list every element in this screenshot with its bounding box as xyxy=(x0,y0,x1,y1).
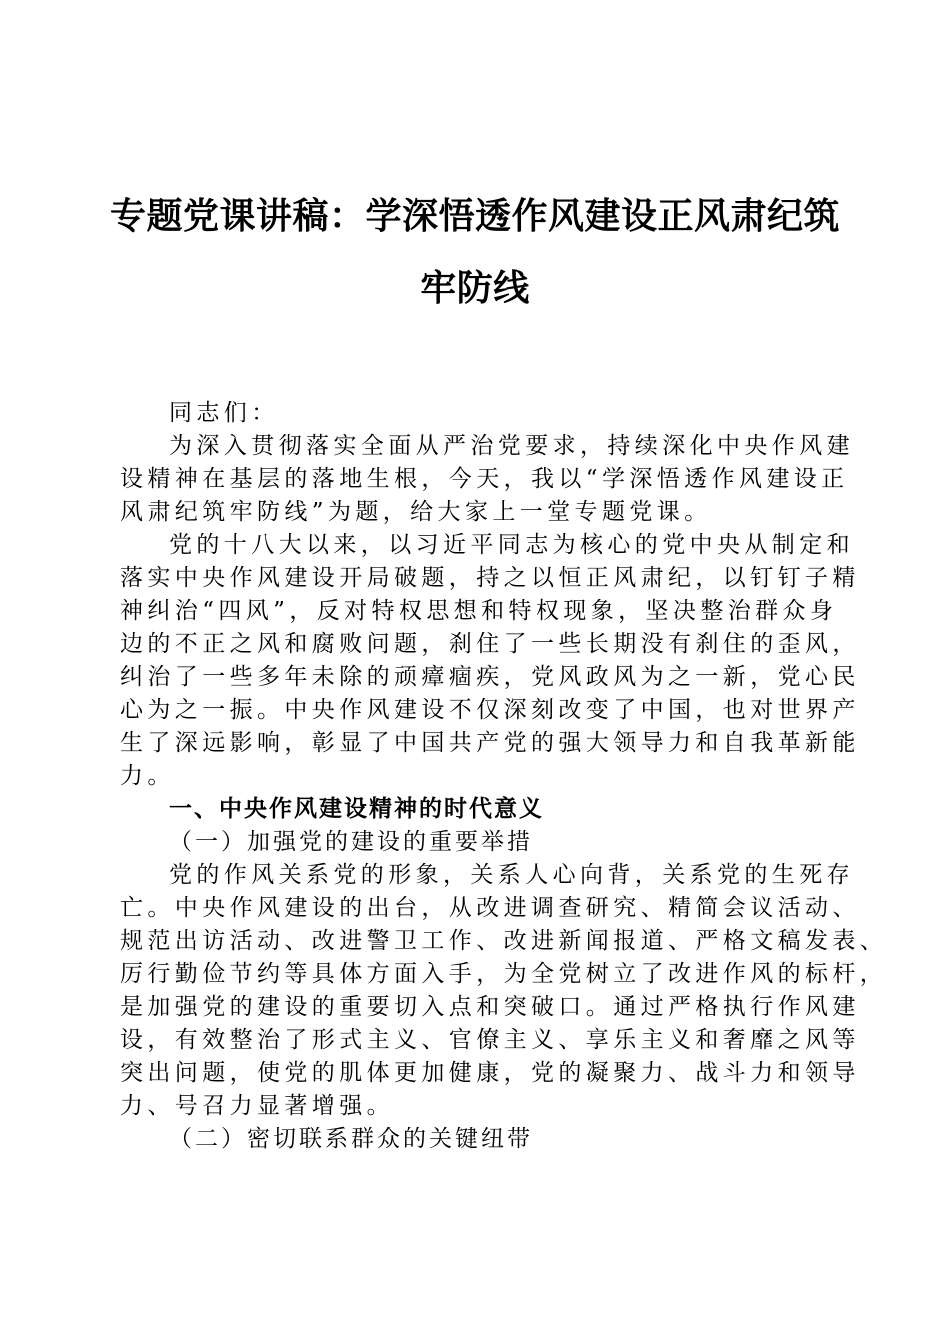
paragraph-3-line: 亡。中央作风建设的出台，从改进调查研究、精简会议活动、 xyxy=(120,895,860,921)
paragraph-2-line: 心为之一振。中央作风建设不仅深刻改变了中国，也对世界产 xyxy=(120,697,860,723)
paragraph-2-line: 生了深远影响，彰显了中国共产党的强大领导力和自我革新能 xyxy=(120,730,860,756)
paragraph-1-line: 设精神在基层的落地生根，今天，我以“学深悟透作风建设正 xyxy=(120,466,849,492)
paragraph-3-line: 规范出访活动、改进警卫工作、改进新闻报道、严格文稿发表、 xyxy=(120,928,888,954)
document-title-line-1: 专题党课讲稿：学深悟透作风建设正风肃纪筑 xyxy=(109,195,840,237)
paragraph-3-line: 是加强党的建设的重要切入点和突破口。通过严格执行作风建 xyxy=(120,994,860,1020)
paragraph-2-line: 力。 xyxy=(120,763,175,789)
paragraph-2-line: 纠治了一些多年未除的顽瘴痼疾，党风政风为之一新，党心民 xyxy=(120,664,860,690)
paragraph-3-line: 党的作风关系党的形象，关系人心向背，关系党的生死存 xyxy=(169,862,854,888)
subsection-heading-1-2: （二）密切联系群众的关键纽带 xyxy=(169,1126,533,1152)
document-title-line-2: 牢防线 xyxy=(420,267,530,309)
paragraph-3-line: 突出问题，使党的肌体更加健康，党的凝聚力、战斗力和领导 xyxy=(120,1060,860,1086)
paragraph-2-line: 边的不正之风和腐败问题，刹住了一些长期没有刹住的歪风， xyxy=(120,631,860,657)
paragraph-3-line: 力、号召力显著增强。 xyxy=(120,1093,394,1119)
paragraph-1-line: 为深入贯彻落实全面从严治党要求，持续深化中央作风建 xyxy=(169,433,854,459)
subsection-heading-1-1: （一）加强党的建设的重要举措 xyxy=(169,829,533,855)
document-body xyxy=(120,397,888,1156)
paragraph-1-line: 风肃纪筑牢防线”为题，给大家上一堂专题党课。 xyxy=(120,499,712,525)
paragraph-3-line: 设，有效整治了形式主义、官僚主义、享乐主义和奢靡之风等 xyxy=(120,1027,860,1053)
salutation: 同志们： xyxy=(169,400,279,426)
paragraph-2-line: 党的十八大以来，以习近平同志为核心的党中央从制定和 xyxy=(169,532,854,558)
paragraph-2-line: 落实中央作风建设开局破题，持之以恒正风肃纪，以钉钉子精 xyxy=(120,565,860,591)
section-heading-1: 一、中央作风建设精神的时代意义 xyxy=(169,796,544,822)
paragraph-3-line: 厉行勤俭节约等具体方面入手，为全党树立了改进作风的标杆， xyxy=(120,961,888,987)
paragraph-2-line: 神纠治“四风”，反对特权思想和特权现象，坚决整治群众身 xyxy=(120,598,838,624)
